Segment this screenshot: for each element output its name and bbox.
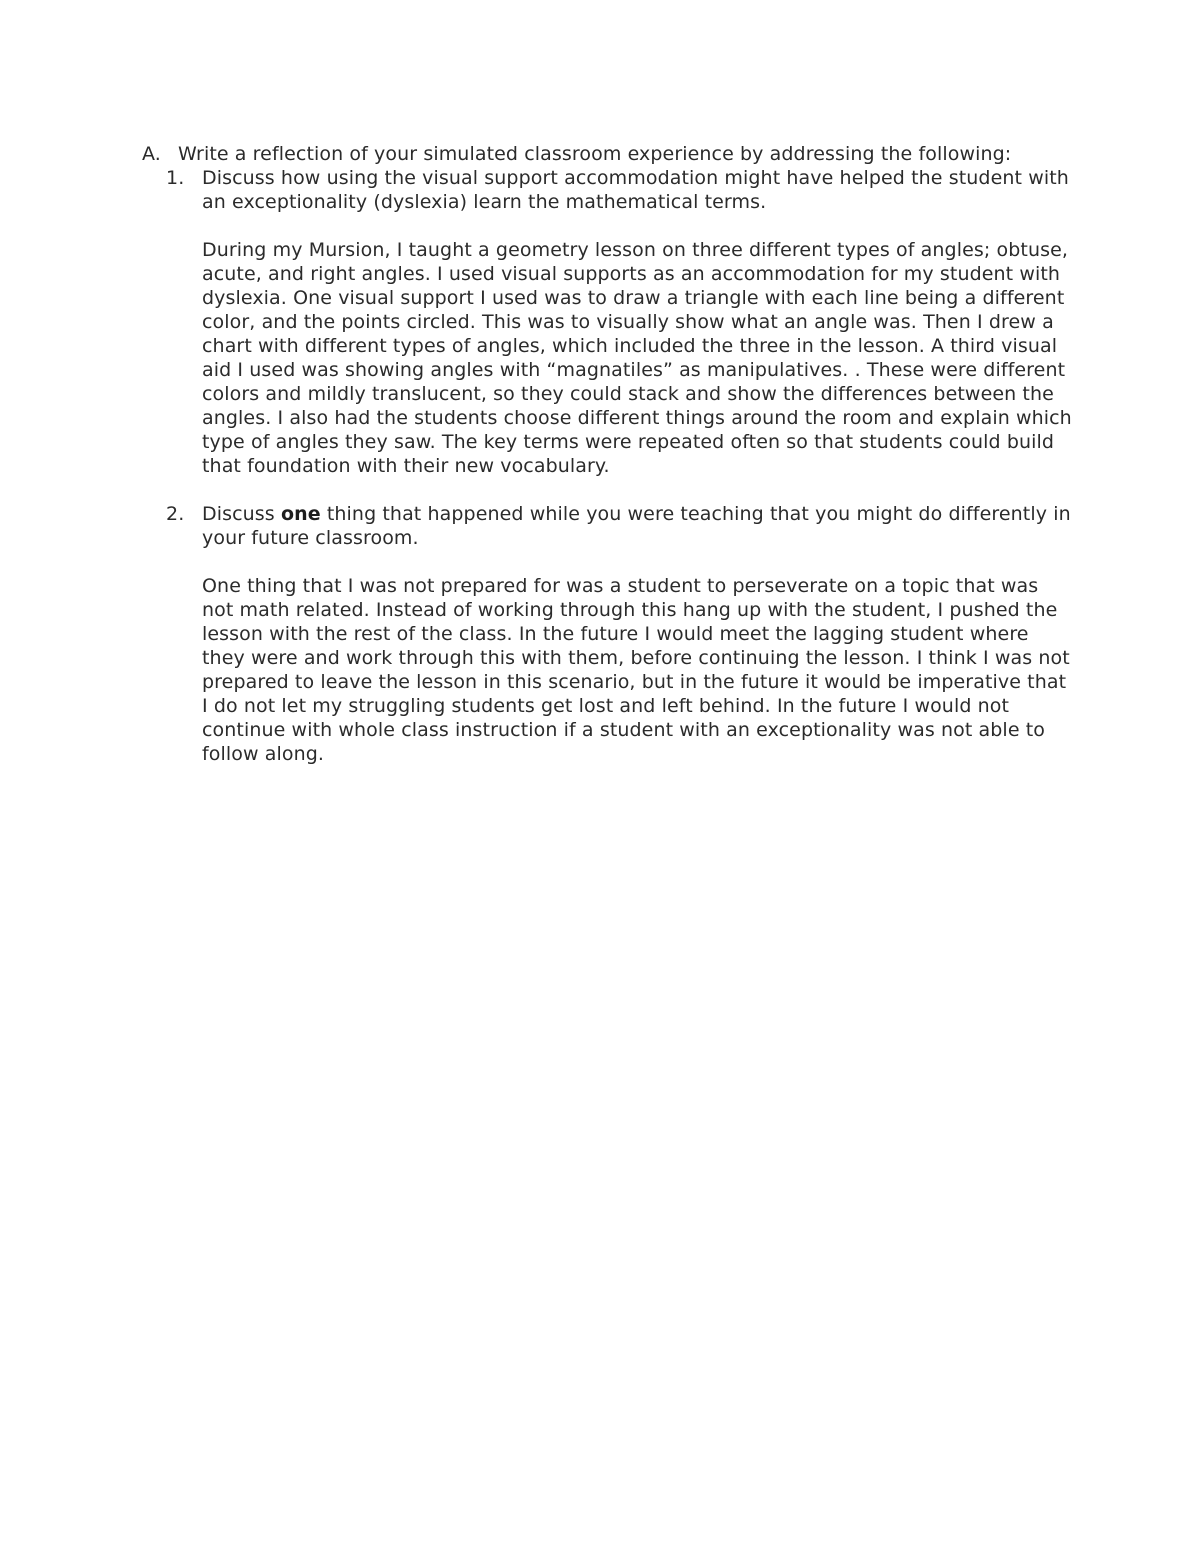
question-1-answer: During my Mursion, I taught a geometry lesson on three different types of angles; obtuse, acute, and right angles. I used visual supports as an accommodation for my student with dyslexia. One visual support I used was to draw a triangle with each line being a different color, and the points circled. This was to visually show what an angle was. Then I drew a chart with different types of angles, which included the three in the lesson. A third visual aid I used was showing angles with “magnatiles” as manipulatives. . These were different colors and mildly translucent, so they could stack and show the differences between the angles. I also had the students choose different things around the room and explain which type of angles they saw. The key terms were repeated often so that students could build that foundation with their new vocabulary. — [202, 239, 1072, 477]
question-2-prompt-start: Discuss — [202, 503, 281, 525]
question-1-marker: 1. — [166, 167, 185, 189]
question-2-prompt-emphasis: one — [280, 503, 321, 525]
question-2-answer: One thing that I was not prepared for was a student to perseverate on a topic that was not math related. Instead of working through this hang up with the student, I pushed the lesson with the rest of the class. In the future I would meet the lagging student where they were and work through this with them, before continuing the lesson. I think I was not prepared to leave the lesson in this scenario, but in the future it would be imperative that I do not let my struggling students get lost and left behind. In the future I would not continue with whole class instruction if a student with an exceptionality was not able to follow along. — [202, 575, 1070, 765]
paragraph-spacer — [166, 478, 1072, 502]
question-2-body — [202, 502, 1072, 766]
question-1-prompt: Discuss how using the visual support accommodation might have helped the student with an exceptionality (dyslexia) learn the mathematical terms. — [202, 167, 1069, 213]
document-body — [142, 142, 1072, 766]
question-list — [166, 166, 1072, 766]
section-a-instruction: Write a reflection of your simulated classroom experience by addressing the following: — [178, 143, 1012, 165]
question-1-body — [202, 166, 1072, 478]
section-a-marker: A. — [142, 143, 161, 165]
question-2-marker: 2. — [166, 503, 185, 525]
question-2-prompt-end: thing that happened while you were teaching that you might do differently in your future classroom. — [202, 503, 1071, 549]
question-1 — [166, 166, 1072, 478]
question-2-prompt — [202, 502, 1072, 550]
section-a — [142, 142, 1072, 166]
question-2 — [166, 502, 1072, 766]
